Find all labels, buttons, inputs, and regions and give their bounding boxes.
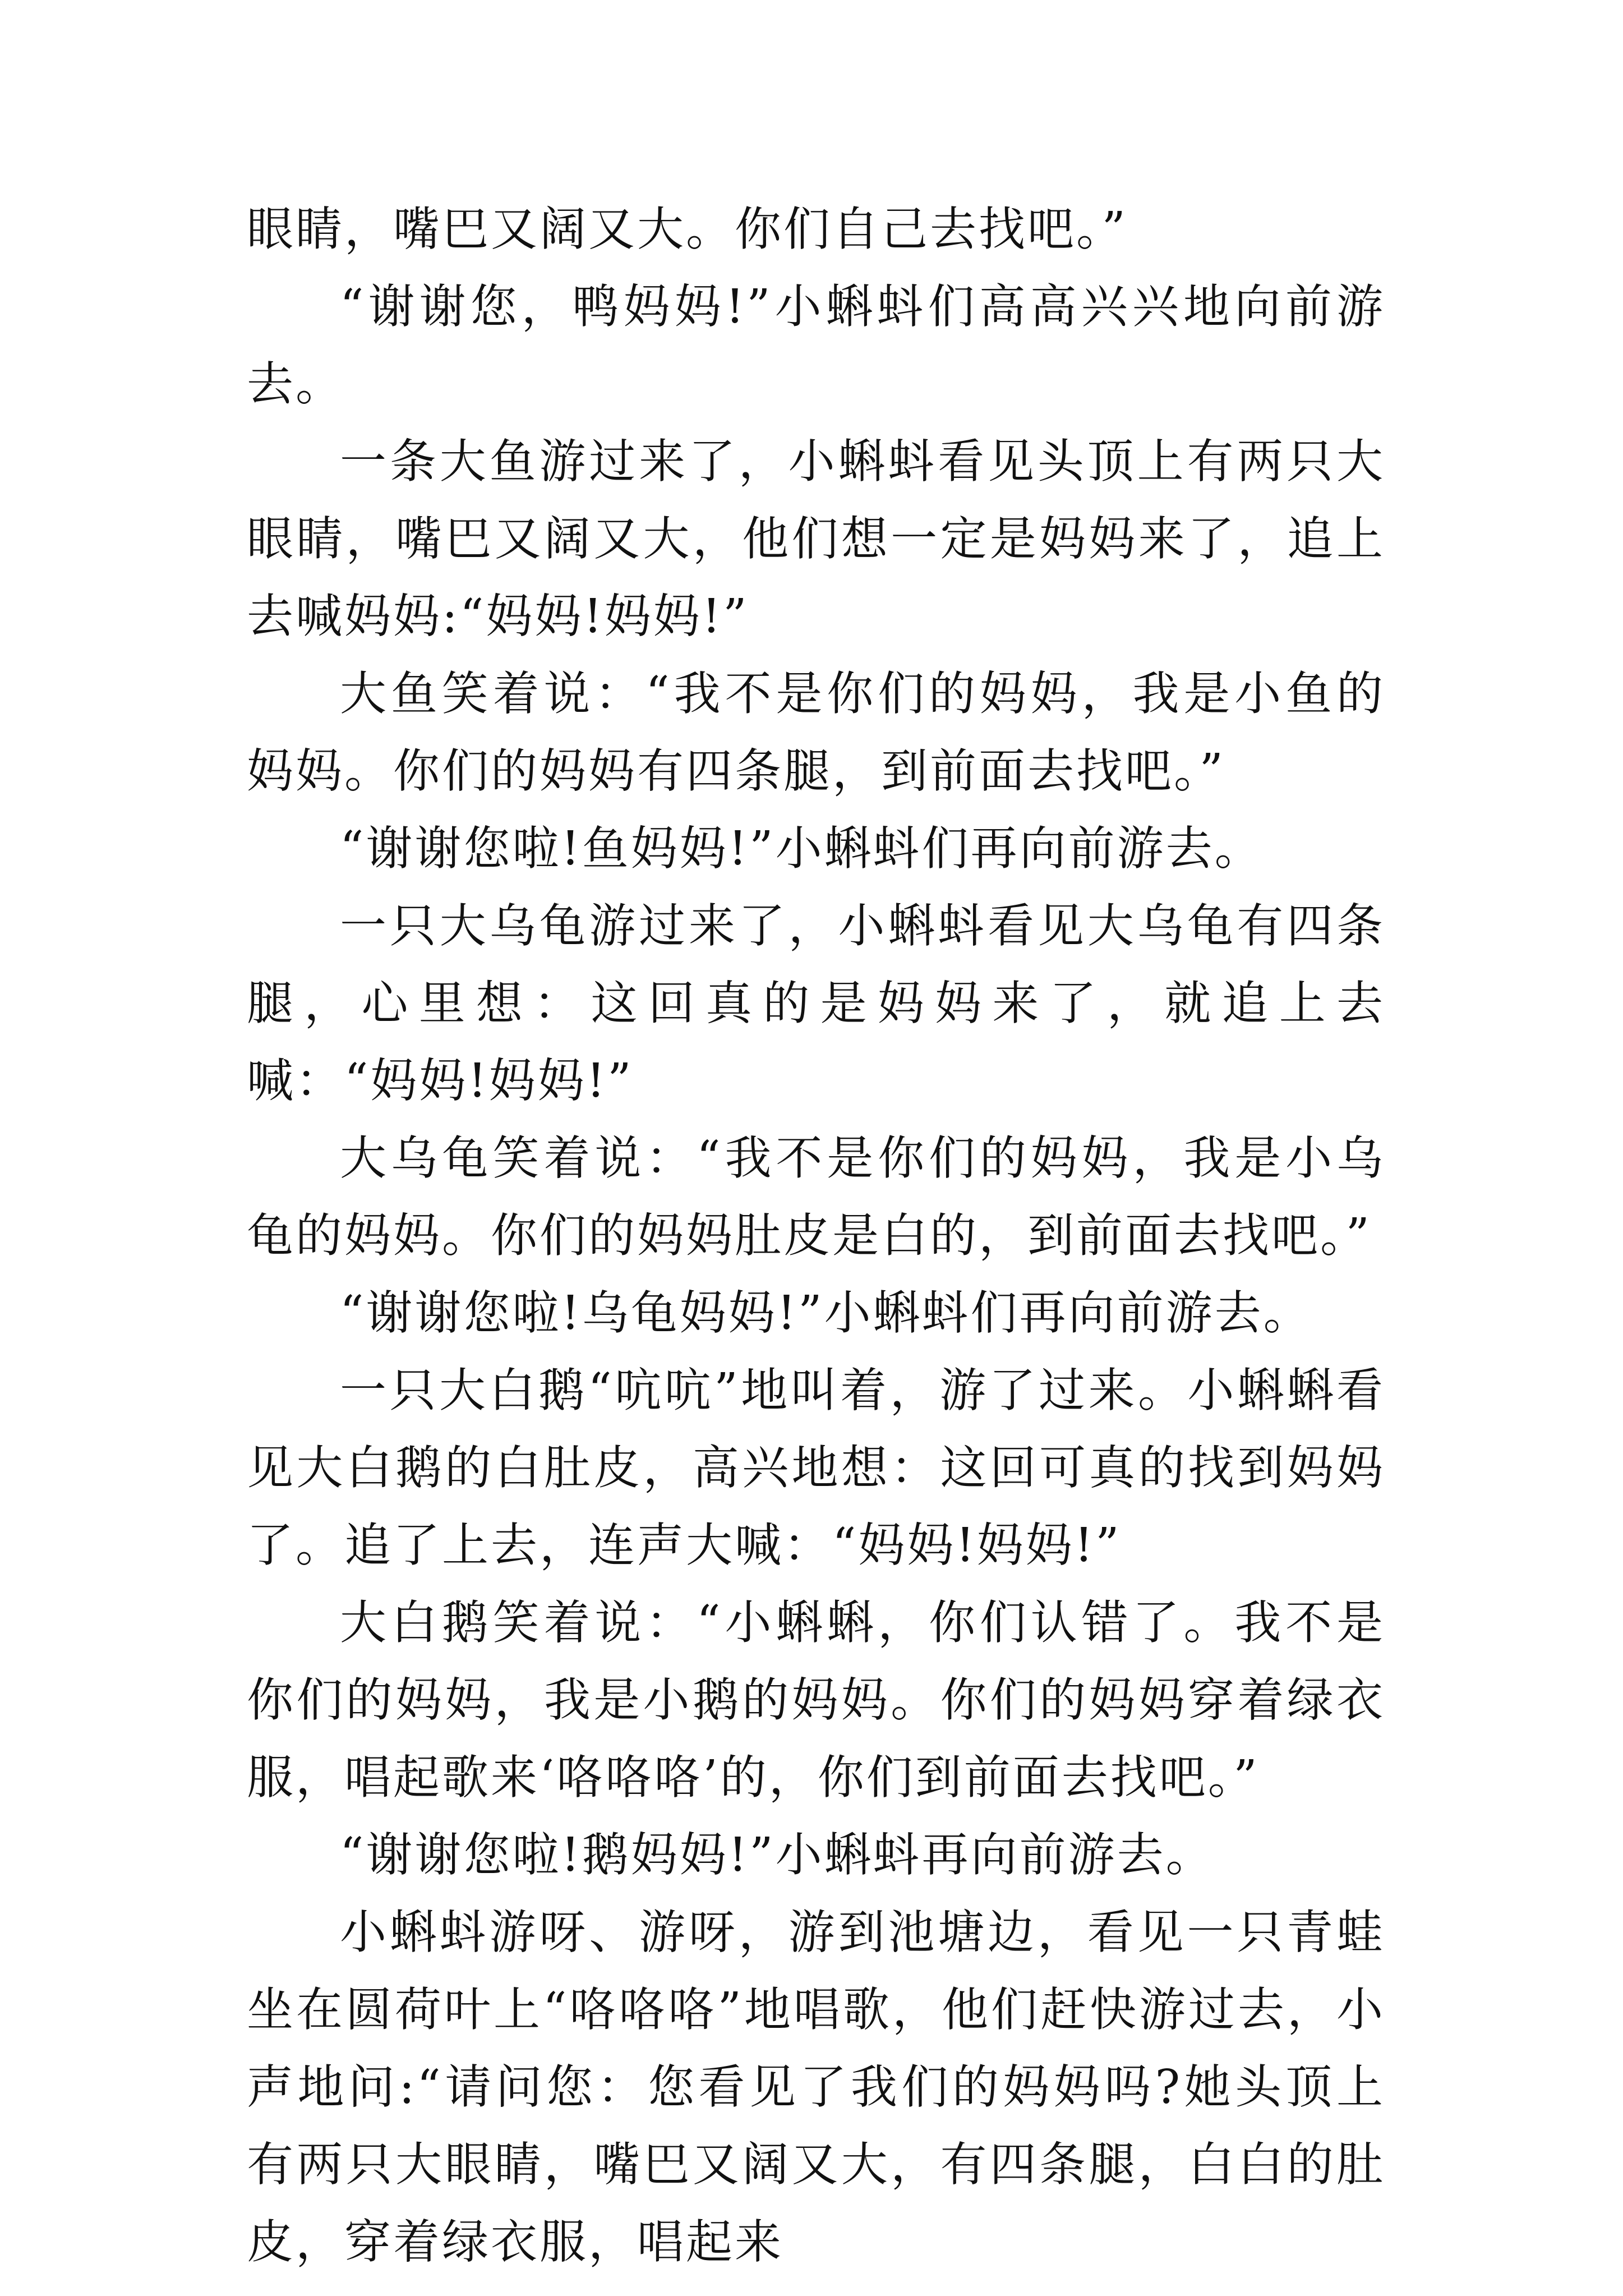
paragraph: “谢谢您啦!鹅妈妈!”小蝌蚪再向前游去。 (340, 1828, 1215, 1882)
paragraph: 大白鹅笑着说：“小蝌蝌，你们认错了。我不是你们的妈妈，我是小鹅的妈妈。你们的妈妈穿着绿衣服，唱起歌来‘咯咯咯’的，你们到前面去找吧。” (247, 1595, 1385, 1805)
paragraph: 一只大乌龟游过来了，小蝌蚪看见大乌龟有四条腿，心里想：这回真的是妈妈来了，就追上去喊：“妈妈!妈妈!” (247, 899, 1385, 1108)
paragraph: 一条大鱼游过来了，小蝌蚪看见头顶上有两只大眼睛，嘴巴又阔又大，他们想一定是妈妈来了，追上去喊妈妈:“妈妈!妈妈!” (247, 434, 1385, 643)
paragraph: 大鱼笑着说：“我不是你们的妈妈，我是小鱼的妈妈。你们的妈妈有四条腿，到前面去找吧。” (247, 666, 1385, 798)
body-text (247, 191, 1385, 2281)
paragraph: “谢谢您啦!乌龟妈妈!”小蝌蚪们再向前游去。 (340, 1286, 1312, 1340)
paragraph: 小蝌蚪游呀、游呀，游到池塘边，看见一只青蛙坐在圆荷叶上“咯咯咯”地唱歌，他们赶快游过去，小声地问:“请问您：您看见了我们的妈妈吗?她头顶上有两只大眼睛，嘴巴又阔又大，有四条腿，白白的肚皮，穿着绿衣服，唱起来 (247, 1905, 1385, 2269)
paragraph: “谢谢您啦!鱼妈妈!”小蝌蚪们再向前游去。 (340, 821, 1264, 876)
paragraph: 一只大白鹅“吭吭”地叫着，游了过来。小蝌蝌看见大白鹅的白肚皮，高兴地想：这回可真的找到妈妈了。追了上去，连声大喊：“妈妈!妈妈!” (247, 1363, 1385, 1572)
paragraph: 眼睛，嘴巴又阔又大。你们自己去找吧。” (247, 202, 1128, 256)
paragraph: 大乌龟笑着说：“我不是你们的妈妈，我是小乌龟的妈妈。你们的妈妈肚皮是白的，到前面去找吧。” (247, 1131, 1385, 1263)
paragraph: “谢谢您，鸭妈妈!”小蝌蚪们高高兴兴地向前游去。 (247, 279, 1385, 411)
